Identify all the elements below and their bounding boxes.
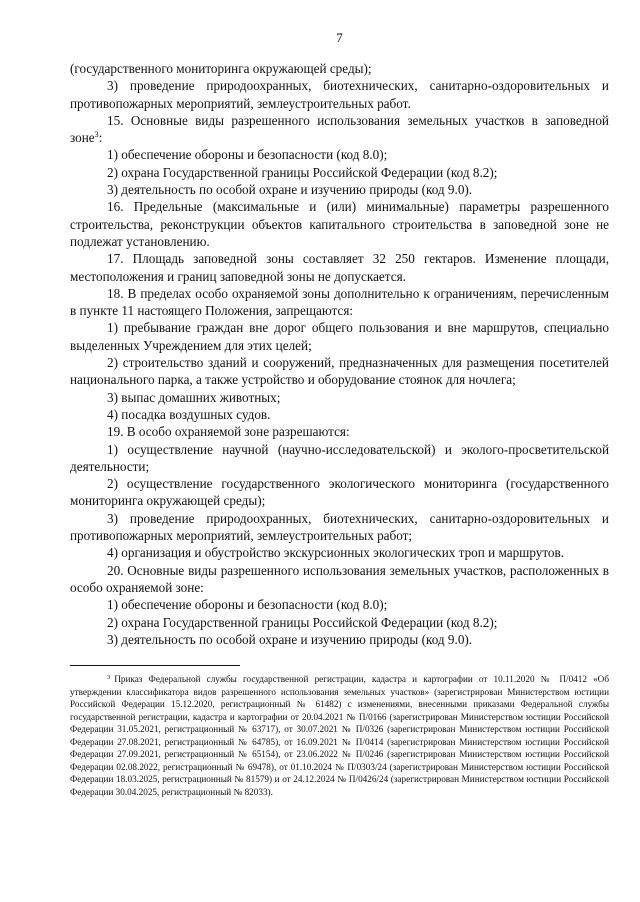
paragraph: 4) посадка воздушных судов. [107, 406, 271, 422]
paragraph: 3) проведение природоохранных, биотехнических, санитарно-оздоровительных и противопожарных мероприятий, землеустроительных работ. [70, 78, 609, 111]
footnote-divider [70, 665, 240, 666]
paragraph: 20. Основные виды разрешенного использования земельных участков, расположенных в особо охраняемой зоне: [70, 562, 609, 595]
paragraph-text: 15. Основные виды разрешенного использования земельных участков в заповедной зоне [70, 112, 609, 146]
paragraph: 17. Площадь заповедной зоны составляет 32 250 гектаров. Изменение площади, местоположения и границ заповедной зоны не допускается. [70, 251, 609, 284]
paragraph-colon: : [98, 130, 103, 146]
document-body [70, 60, 609, 648]
page-number: 7 [336, 30, 343, 45]
paragraph: 18. В пределах особо охраняемой зоны дополнительно к ограничениям, перечисленным в пункте 11 настоящего Положения, запрещаются: [70, 285, 609, 319]
footnote [70, 673, 609, 798]
paragraph [70, 112, 609, 147]
paragraph: 2) строительство зданий и сооружений, предназначенных для размещения посетителей национального парка, а также устройство и оборудование стоянок для ночлега; [70, 355, 609, 388]
paragraph: 3) проведение природоохранных, биотехнических, санитарно-оздоровительных и противопожарных мероприятий, землеустроительных работ; [70, 510, 609, 544]
footnote-text: Приказ Федеральной службы государственной регистрации, кадастра и картографии от 10.11.2020 № П/0412 «Об утверждении классификатора видов разрешенного использования земельных участков» (зарегистрирован Министерством юстиции Российской Федерации 15.12.2020, регистрационный № 61482) с изменениями, внесенными приказами Федеральной службы государственной регистрации, кадастра и картографии от 20.04.2021 № П/0166 (зарегистрирован Министерством юстиции Российской Федерации 31.05.2021, регистрационный № 63717), от 30.07.2021 № П/0326 (зарегистрирован Министерством юстиции Российской Федерации 27.08.2021, регистрационный № 64785), от 16.09.2021 № П/0414 (зарегистрирован Министерством юстиции Российской Федерации 27.09.2021, регистрационный № 65154), от 23.06.2022 № П/0246 (зарегистрирован Министерством юстиции Российской Федерации 02.08.2022, регистрационный № 69478), от 01.10.2024 № П/0303/24 (зарегистрирован Министерством юстиции Российской Федерации 18.03.2025, регистрационный № 81579) и от 24.12.2024 № П/0426/24 (зарегистрирован Министерством юстиции Российской Федерации 30.04.2025, регистрационный № 82033). [70, 674, 609, 797]
footnote-reference[interactable]: 3 [94, 130, 99, 140]
paragraph: 3) деятельность по особой охране и изучению природы (код 9.0). [107, 182, 473, 198]
paragraph: 1) осуществление научной (научно-исследовательской) и эколого-просветительской деятельности; [70, 441, 609, 474]
paragraph: 1) обеспечение обороны и безопасности (код 8.0); [107, 147, 388, 163]
paragraph: 3) выпас домашних животных; [107, 389, 281, 405]
paragraph: 16. Предельные (максимальные и (или) минимальные) параметры разрешенного строительства, реконструкции объектов капитального строительства в заповедной зоне не подлежат установлению. [70, 199, 609, 249]
paragraph: 1) обеспечение обороны и безопасности (код 8.0); [107, 597, 388, 613]
paragraph: 2) охрана Государственной границы Российской Федерации (код 8.2); [107, 164, 498, 180]
paragraph: 2) охрана Государственной границы Российской Федерации (код 8.2); [107, 614, 498, 630]
paragraph: 1) пребывание граждан вне дорог общего пользования и вне маршрутов, специально выделенных Учреждением для этих целей; [70, 320, 609, 353]
paragraph: 3) деятельность по особой охране и изучению природы (код 9.0). [107, 631, 473, 647]
paragraph: 2) осуществление государственного экологического мониторинга (государственного мониторинга окружающей среды); [70, 476, 609, 509]
footnote-text-block [70, 673, 609, 798]
paragraph: (государственного мониторинга окружающей среды); [70, 61, 372, 76]
footnote-marker: 3 [107, 674, 111, 682]
paragraph: 4) организация и обустройство экскурсионных экологических троп и маршрутов. [107, 545, 565, 561]
paragraph: 19. В особо охраняемой зоне разрешаются: [107, 424, 350, 440]
